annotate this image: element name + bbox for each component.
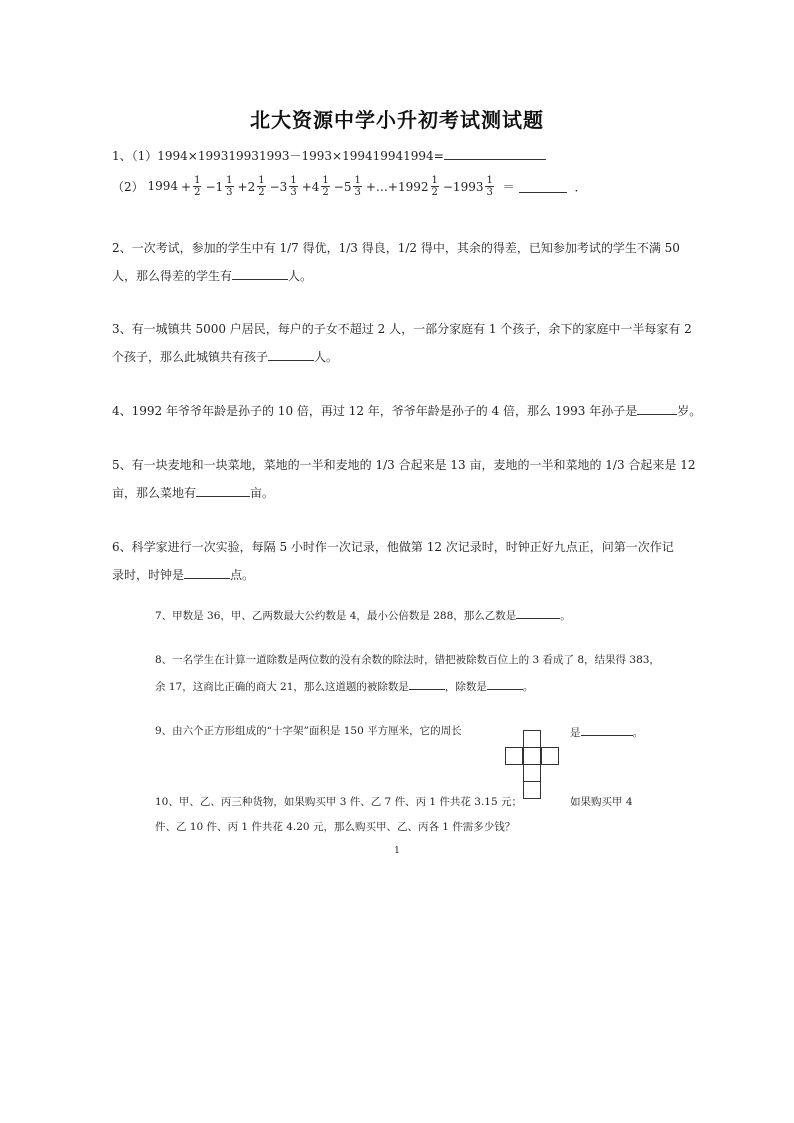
operator: + [181,179,192,194]
question-5-line-2 [112,485,274,501]
fraction [257,175,265,198]
numerator: 1 [194,175,201,186]
denominator: 3 [226,187,233,198]
question-1-end-mark: ． [574,179,587,194]
question-2-text: 人，那么得差的学生有 [112,269,233,283]
numerator: 1 [486,175,493,186]
mixed-number-term [299,175,331,198]
mixed-number-series [147,175,494,198]
fraction [431,175,439,198]
answer-blank [196,485,250,497]
numerator: 1 [354,175,361,186]
operator: +4 [301,179,320,194]
question-2-unit: 人。 [288,269,313,283]
question-2-line-2 [112,268,312,284]
mixed-number-term [363,175,440,198]
cross-square [523,747,541,765]
question-8-line-2 [155,678,533,694]
question-4-unit: 岁。 [677,404,702,418]
question-6-line-1: 6、科学家进行一次实验，每隔 5 小时作一次记录，他做第 12 次记录时，时钟正好九点正，问第一次作记 [112,540,674,554]
operator: −3 [269,179,288,194]
mixed-number-term [440,175,495,198]
answer-blank [519,181,567,193]
fraction [485,175,493,198]
numerator: 1 [226,175,233,186]
question-3-line-2 [112,349,338,365]
question-8-line-1: 8、一名学生在计算一道除数是两位数的没有余数的除法时，错把被除数百位上的 3 看成了 8，结果得 383， [155,654,660,666]
fraction [289,175,297,198]
numerator: 1 [431,175,438,186]
question-5-unit: 亩。 [250,486,275,500]
question-5-text: 亩，那么菜地有 [112,486,197,500]
question-8-end: 。 [522,681,534,693]
denominator: 2 [431,187,438,198]
operator: +…+1992 [365,179,429,194]
question-6-text: 录时，时钟是 [112,568,185,582]
numerator: 1 [322,175,329,186]
answer-blank [581,724,633,736]
mixed-number-term [267,175,299,198]
question-9-end: 。 [632,727,643,739]
question-1-part-2 [112,175,591,198]
fraction [353,175,361,198]
answer-blank [637,403,677,415]
answer-blank [444,148,546,160]
question-1-part-2-label: （2） [112,179,144,194]
answer-blank [184,567,230,579]
question-4-text: 4、1992 年爷爷年龄是孙子的 10 倍，再过 12 年，爷爷年龄是孙子的 4 倍，那么 1993 年孙子是 [112,404,638,418]
operator: −5 [333,179,352,194]
question-7-end: 。 [560,610,571,622]
equals-sign: ＝ [502,179,515,194]
question-3-line-1: 3、有一城镇共 5000 户居民，每户的子女不超过 2 人，一部分家庭有 1 个孩子，余下的家庭中一半每家有 2 [112,322,692,336]
mixed-number-term [202,175,234,198]
question-10-line-1-right: 如果购买甲 4 [570,796,633,808]
question-9-text: 是 [570,727,581,739]
question-10-line-2: 件、乙 10 件、丙 1 件共花 4.20 元，那么购买甲、乙、丙各 1 件需多少钱？ [155,821,516,833]
denominator: 2 [258,187,265,198]
question-4-line-1 [112,403,701,419]
mixed-number-term [331,175,363,198]
fraction [321,175,329,198]
operator: −1 [205,179,224,194]
question-7-line-1 [155,607,571,623]
denominator: 2 [194,187,201,198]
question-6-unit: 点。 [230,568,255,582]
question-7-text: 7、甲数是 36，甲、乙两数最大公约数是 4，最小公倍数是 288，那么乙数是 [155,610,517,622]
question-8-text: 余 17，这商比正确的商大 21，那么这道题的被除数是 [155,681,409,693]
denominator: 3 [354,187,361,198]
cross-square [505,747,523,765]
denominator: 3 [290,187,297,198]
answer-blank [232,268,288,280]
mixed-number-term [147,175,202,198]
operator: −1993 [442,179,484,194]
page-title: 北大资源中学小升初考试测试题 [250,108,544,132]
cross-square [523,764,541,782]
mixed-number-term [235,175,267,198]
question-1-part-1-text: 1、（1）1994×199319931993－1993×199419941994= [112,149,444,163]
answer-blank-dividend [409,678,445,690]
question-2-line-1: 2、一次考试，参加的学生中有 1/7 得优，1/3 得良，1/2 得中，其余的得差，已知参加考试的学生不满 50 [112,241,680,255]
cross-square [523,730,541,748]
cross-square [541,747,559,765]
question-3-unit: 人。 [314,350,339,364]
question-1-part-1 [112,148,546,164]
question-9-answer [570,724,643,740]
denominator: 3 [486,187,493,198]
answer-blank-divisor [487,678,523,690]
whole-part: 1994 [147,179,179,193]
question-8-text-mid: ，除数是 [444,681,487,693]
answer-blank [268,349,314,361]
cross-square [523,781,541,799]
denominator: 2 [322,187,329,198]
fraction [193,175,201,198]
question-9-line-1: 9、由六个正方形组成的“十字架”面积是 150 平方厘米，它的周长 [155,725,462,737]
question-3-text: 个孩子，那么此城镇共有孩子 [112,350,269,364]
question-5-line-1: 5、有一块麦地和一块菜地，菜地的一半和麦地的 1/3 合起来是 13 亩，麦地的一半和菜地的 1/3 合起来是 12 [112,458,696,472]
page-number: 1 [394,846,400,856]
operator: +2 [237,179,256,194]
numerator: 1 [290,175,297,186]
fraction [225,175,233,198]
answer-blank [516,607,560,619]
numerator: 1 [258,175,265,186]
question-6-line-2 [112,567,254,583]
question-10-line-1-left: 10、甲、乙、丙三种货物，如果购买甲 3 件、乙 7 件、丙 1 件共花 3.15 元； [155,796,522,808]
